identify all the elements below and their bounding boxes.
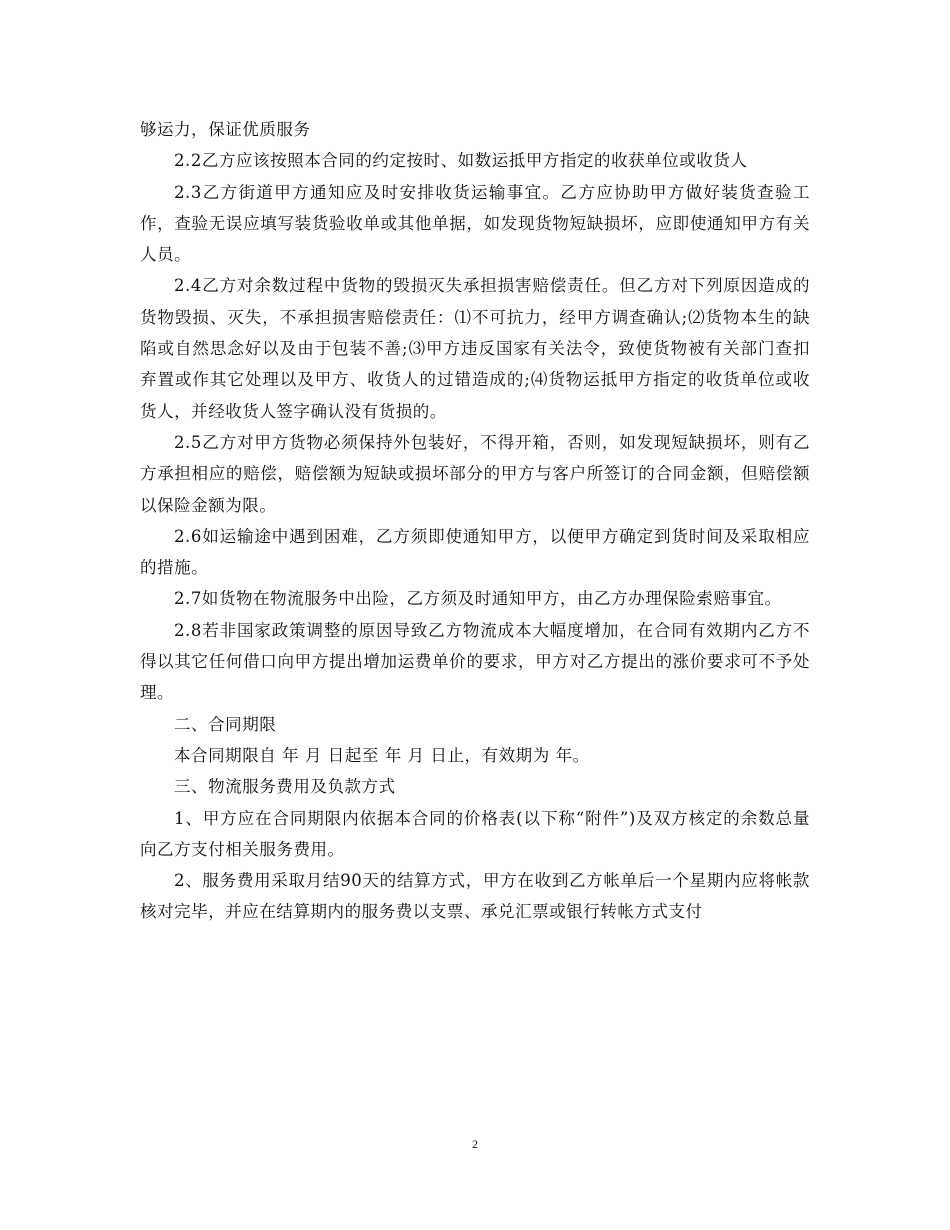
- paragraph-clause-2-3: 2.3乙方街道甲方通知应及时安排收货运输事宜。乙方应协助甲方做好装货查验工作，查验无误应填写装货验收单或其他单据，如发现货物短缺损坏，应即使通知甲方有关人员。: [140, 182, 810, 265]
- paragraph-clause-2-4: 2.4乙方对余数过程中货物的毁损灭失承担损害赔偿责任。但乙方对下列原因造成的货物毁损、灭失，不承担损害赔偿责任：⑴不可抗力，经甲方调查确认;⑵货物本生的缺陷或自然思念好以及由于包装不善;⑶甲方违反国家有关法令，致使货物被有关部门查扣弃置或作其它处理以及甲方、收货人的过错造成的;⑷货物运抵甲方指定的收货单位或收货人，并经收货人签字确认没有货损的。: [140, 276, 810, 421]
- paragraph-clause-2-8: 2.8若非国家政策调整的原因导致乙方物流成本大幅度增加，在合同有效期内乙方不得以其它任何借口向甲方提出增加运费单价的要求，甲方对乙方提出的涨价要求可不予处理。: [140, 620, 810, 703]
- paragraph-contract-term: 本合同期限自 年 月 日起至 年 月 日止，有效期为 年。: [174, 745, 590, 765]
- paragraph-continuation: 够运力，保证优质服务: [140, 120, 311, 139]
- page-number: 2: [472, 1137, 478, 1151]
- paragraph-fees-1: 1、甲方应在合同期限内依据本合同的价格表(以下称“附件”)及双方核定的余数总量向乙方支付相关服务费用。: [140, 808, 810, 859]
- section-heading-fees-payment: 三、物流服务费用及负款方式: [174, 777, 396, 797]
- section-heading-contract-term: 二、合同期限: [174, 714, 277, 734]
- document-body: [140, 114, 810, 928]
- paragraph-clause-2-6: 2.6如运输途中遇到困难，乙方须即使通知甲方，以便甲方确定到货时间及采取相应的措施。: [140, 526, 810, 578]
- paragraph-clause-2-2: 2.2乙方应该按照本合同的约定按时、如数运抵甲方指定的收获单位或收货人: [174, 151, 748, 171]
- paragraph-clause-2-5: 2.5乙方对甲方货物必须保持外包装好，不得开箱，否则，如发现短缺损坏，则有乙方承担相应的赔偿，赔偿额为短缺或损坏部分的甲方与客户所签订的合同金额，但赔偿额以保险金额为限。: [140, 432, 810, 515]
- paragraph-fees-2: 2、服务费用采取月结90天的结算方式，甲方在收到乙方帐单后一个星期内应将帐款核对完毕，并应在结算期内的服务费以支票、承兑汇票或银行转帐方式支付: [140, 871, 810, 922]
- paragraph-clause-2-7: 2.7如货物在物流服务中出险，乙方须及时通知甲方，由乙方办理保险索赔事宜。: [174, 589, 782, 609]
